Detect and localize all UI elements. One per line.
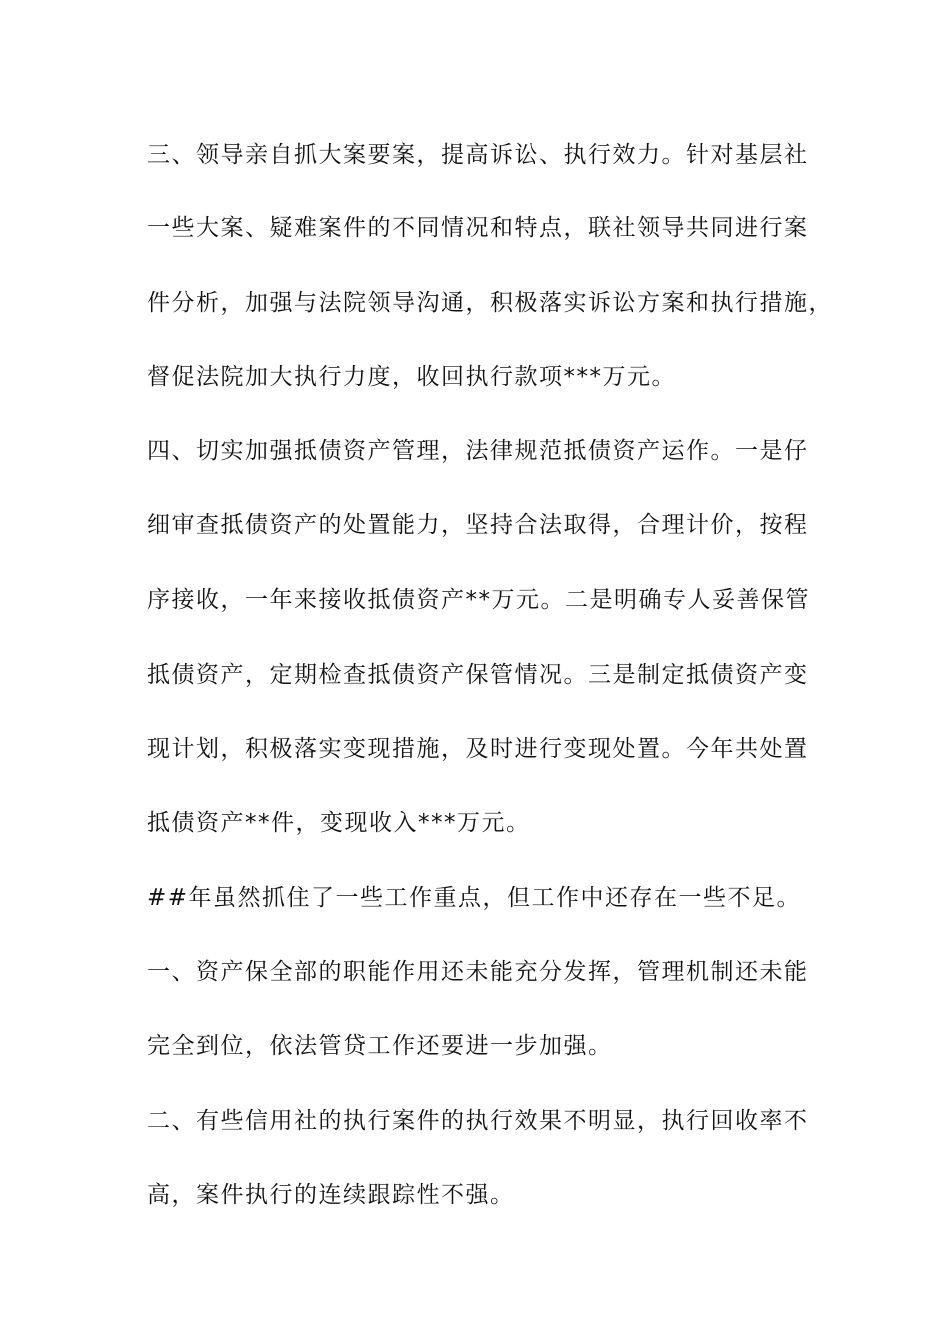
text-line: 件分析，加强与法院领导沟通，积极落实诉讼方案和执行措施， xyxy=(147,290,833,316)
text-line: 督促法院加大执行力度，收回执行款项***万元。 xyxy=(147,364,676,390)
text-line: 现计划，积极落实变现措施，及时进行变现处置。今年共处置 xyxy=(147,736,809,762)
text-line: 三、领导亲自抓大案要案，提高诉讼、执行效力。针对基层社 xyxy=(147,142,809,168)
text-line: 一些大案、疑难案件的不同情况和特点，联社领导共同进行案 xyxy=(147,215,809,241)
text-line: 序接收，一年来接收抵债资产**万元。二是明确专人妥善保管 xyxy=(147,587,810,613)
text-line: 完全到位，依法管贷工作还要进一步加强。 xyxy=(147,1033,613,1059)
text-line: 高，案件执行的连续跟踪性不强。 xyxy=(147,1182,515,1208)
text-line: 抵债资产**件，变现收入***万元。 xyxy=(147,810,531,836)
text-line: 细审查抵债资产的处置能力，坚持合法取得，合理计价，按程 xyxy=(147,512,809,538)
text-line: 一、资产保全部的职能作用还未能充分发挥，管理机制还未能 xyxy=(147,959,809,985)
text-line: 四、切实加强抵债资产管理，法律规范抵债资产运作。一是仔 xyxy=(147,438,809,464)
text-line: 二、有些信用社的执行案件的执行效果不明显，执行回收率不 xyxy=(147,1108,809,1134)
text-line: ##年虽然抓住了一些工作重点，但工作中还存在一些不足。 xyxy=(147,885,802,911)
text-line: 抵债资产，定期检查抵债资产保管情况。三是制定抵债资产变 xyxy=(147,662,809,688)
